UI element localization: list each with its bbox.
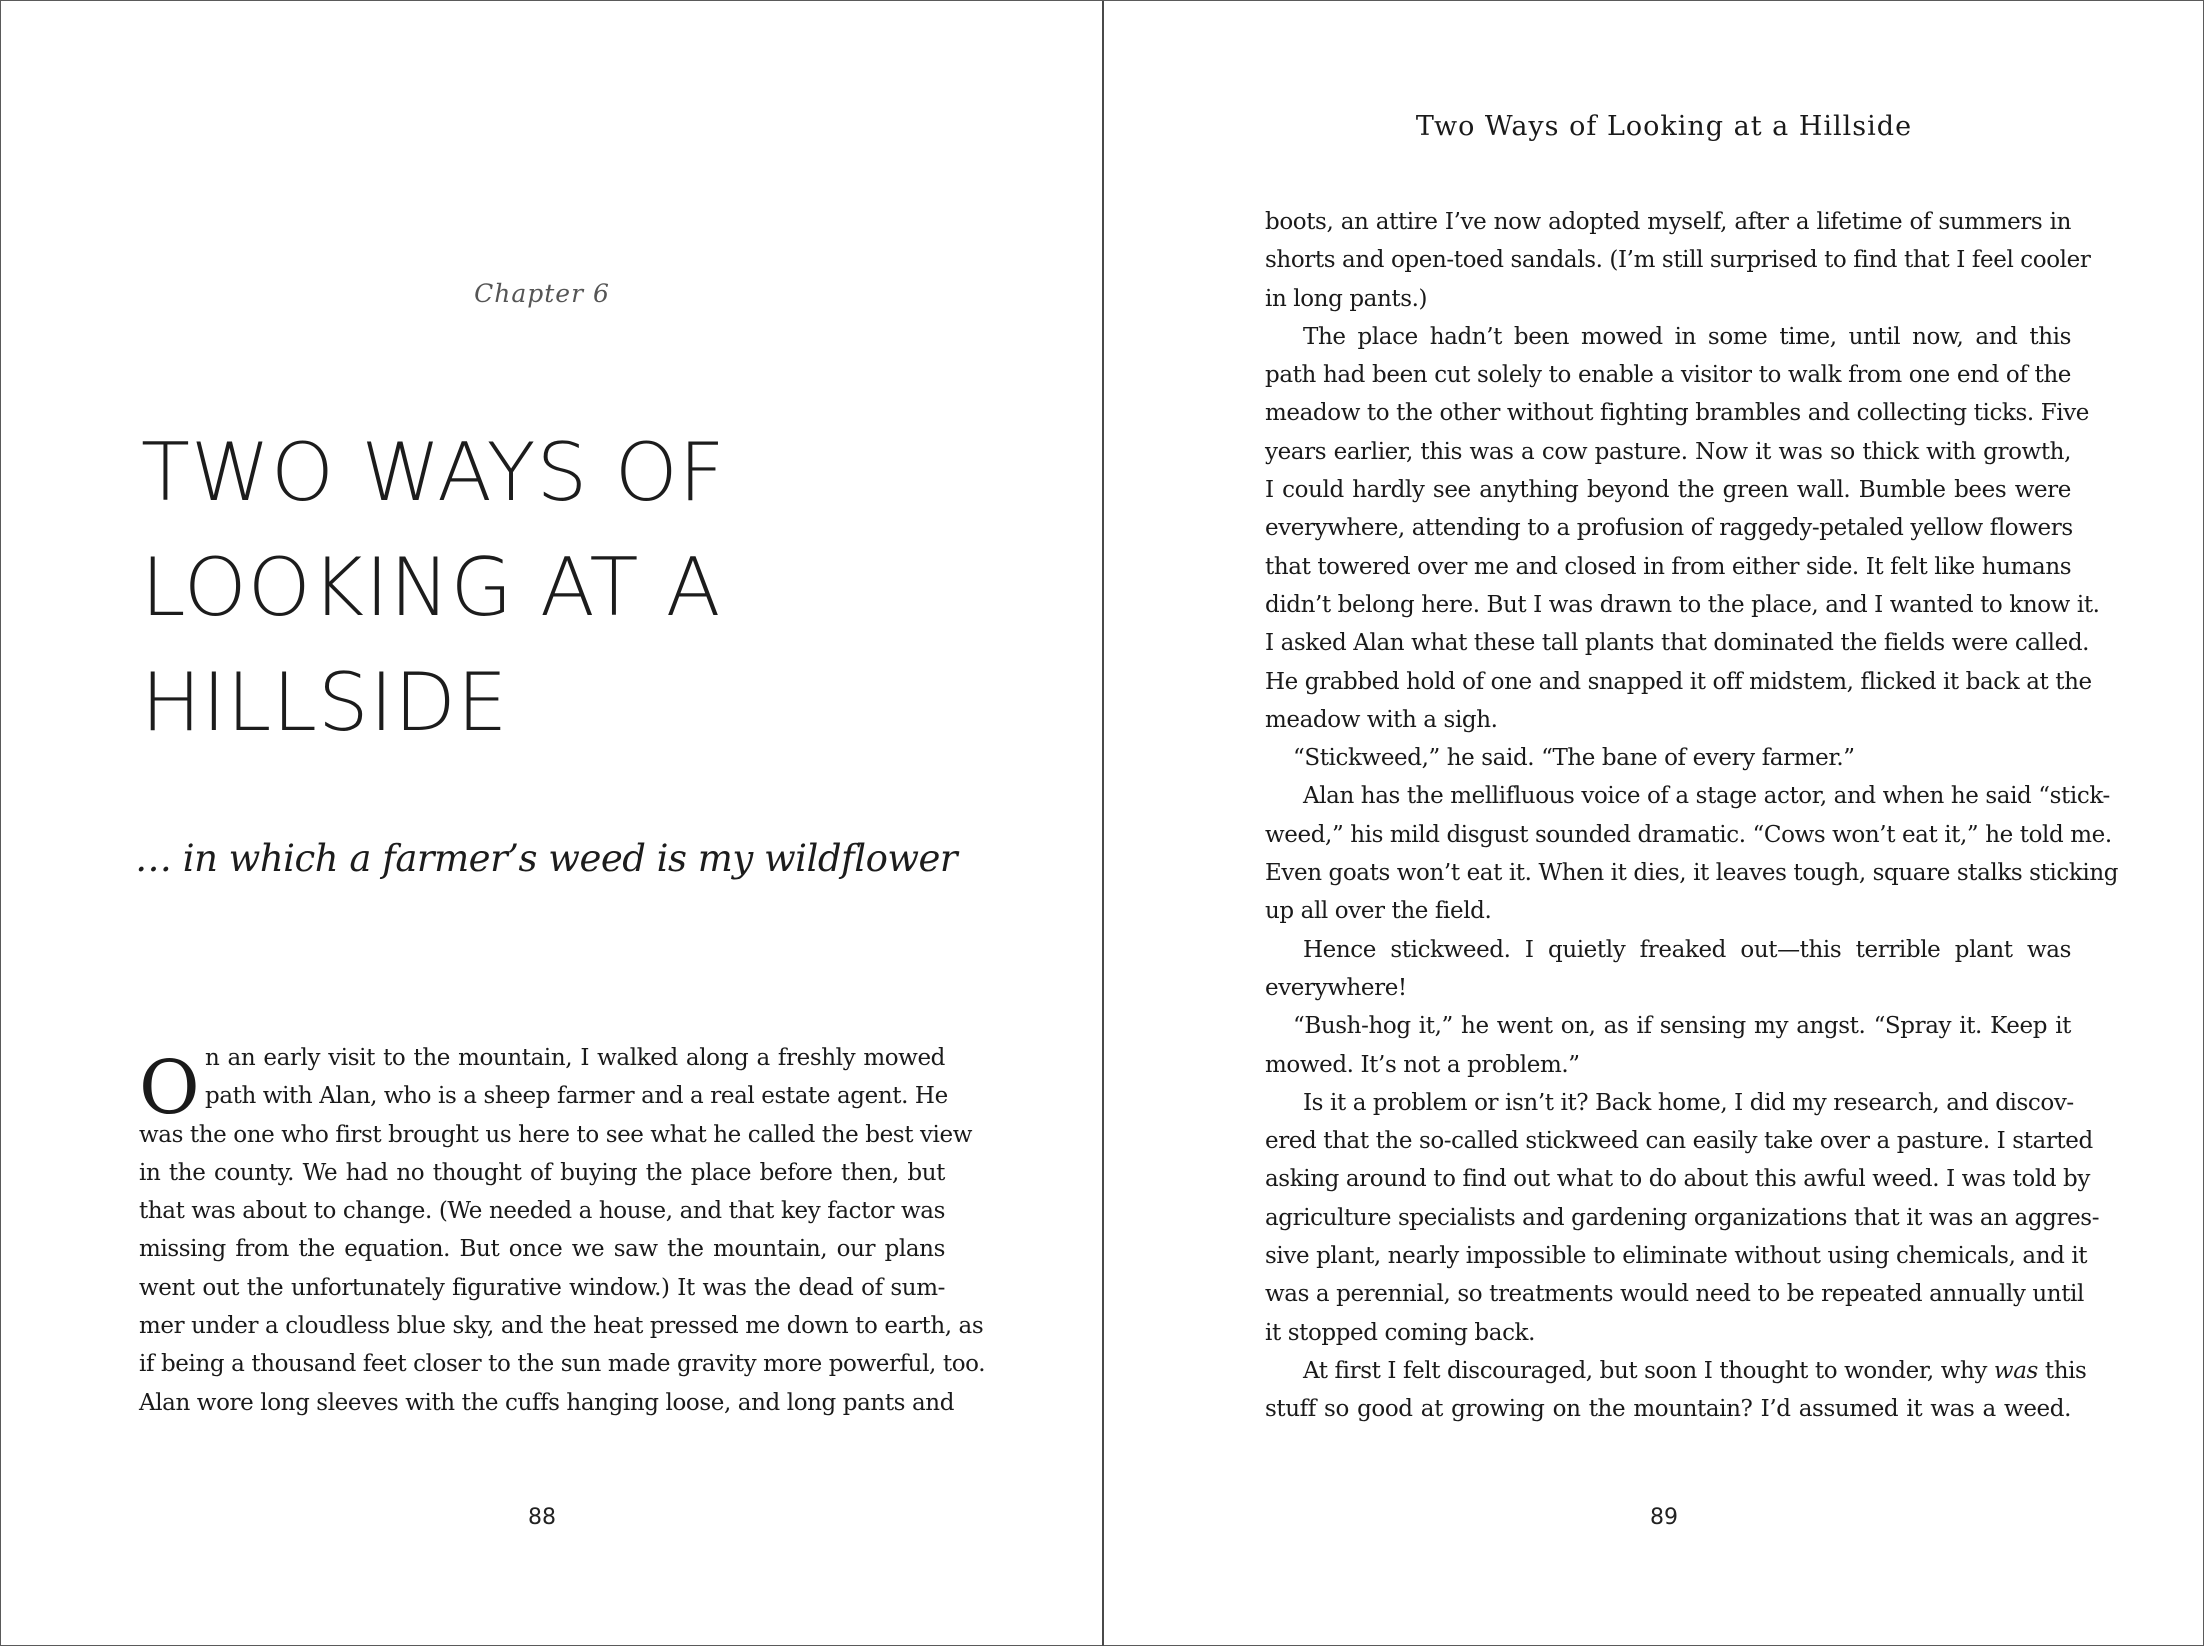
text-line: meadow with a sigh. — [1265, 706, 1498, 733]
text-line: in long pants.) — [1265, 285, 1428, 312]
text-line: if being a thousand feet closer to the sun made gravity more powerful, too. — [139, 1351, 986, 1378]
chapter-label: Chapter 6 — [474, 279, 610, 308]
chapter-title-line: LOOKING AT A — [141, 541, 722, 634]
italic-word: was — [1993, 1357, 2038, 1384]
text-line: weed,” his mild disgust sounded dramatic. “Cows won’t eat it,” he told me. — [1265, 821, 2112, 848]
drop-cap: O — [139, 1045, 200, 1131]
text-fragment: At first I felt discouraged, but soon I thought to wonder, why — [1303, 1357, 1994, 1384]
text-line: The place hadn’t been mowed in some time, until now, and this — [1303, 323, 2071, 350]
page-gutter — [1102, 1, 1104, 1646]
text-line: n an early visit to the mountain, I walked along a freshly mowed — [205, 1045, 945, 1071]
chapter-title-line: TWO WAYS OF — [141, 426, 726, 519]
text-line: Hence stickweed. I quietly freaked out—this terrible plant was — [1303, 936, 2071, 963]
text-line: that towered over me and closed in from either side. It felt like humans — [1265, 553, 2072, 580]
text-line: agriculture specialists and gardening organizations that it was an aggres- — [1265, 1204, 2100, 1231]
text-fragment: this — [2037, 1357, 2087, 1384]
text-line: shorts and open-toed sandals. (I’m still surprised to find that I feel cooler — [1265, 247, 2091, 274]
text-line: in the county. We had no thought of buying the place before then, but — [139, 1159, 945, 1186]
right-body-text — [1265, 203, 2119, 1429]
text-line: went out the unfortunately figurative window.) It was the dead of sum- — [139, 1274, 945, 1301]
text-line: mer under a cloudless blue sky, and the heat pressed me down to earth, as — [139, 1313, 984, 1340]
text-line: it stopped coming back. — [1265, 1319, 1536, 1346]
text-line: Even goats won’t eat it. When it dies, it leaves tough, square stalks sticking — [1265, 860, 2119, 887]
text-line: I could hardly see anything beyond the green wall. Bumble bees were — [1265, 477, 2071, 504]
text-line: sive plant, nearly impossible to eliminate without using chemicals, and it — [1265, 1243, 2088, 1270]
text-line: years earlier, this was a cow pasture. Now it was so thick with growth, — [1265, 438, 2071, 465]
text-line: was a perennial, so treatments would need to be repeated annually until — [1265, 1281, 2084, 1308]
text-line: mowed. It’s not a problem.” — [1265, 1051, 1580, 1078]
text-line: was the one who first brought us here to see what he called the best view — [139, 1121, 972, 1148]
text-line: that was about to change. (We needed a house, and that key factor was — [139, 1198, 945, 1225]
text-line: path had been cut solely to enable a visitor to walk from one end of the — [1265, 362, 2071, 389]
text-line: stuff so good at growing on the mountain? I’d assumed it was a weed. — [1265, 1396, 2071, 1423]
text-line: everywhere, attending to a profusion of raggedy-petaled yellow flowers — [1265, 515, 2073, 542]
running-head: Two Ways of Looking at a Hillside — [1415, 111, 1913, 142]
chapter-subtitle: … in which a farmer’s weed is my wildflower — [135, 837, 958, 880]
left-page — [1, 1, 1102, 1646]
text-line: boots, an attire I’ve now adopted myself, after a lifetime of summers in — [1265, 209, 2071, 235]
text-line: I asked Alan what these tall plants that dominated the fields were called. — [1265, 630, 2090, 657]
text-line: “Stickweed,” he said. “The bane of every farmer.” — [1293, 745, 1855, 772]
text-line: He grabbed hold of one and snapped it off midstem, flicked it back at the — [1265, 668, 2092, 695]
text-line: everywhere! — [1265, 974, 1407, 1001]
text-line: meadow to the other without fighting brambles and collecting ticks. Five — [1265, 400, 2090, 427]
text-line — [1265, 1352, 2087, 1390]
text-line: Alan has the mellifluous voice of a stage actor, and when he said “stick- — [1303, 783, 2110, 810]
chapter-title — [141, 415, 961, 760]
page-number-left: 88 — [528, 1505, 556, 1530]
page-number-right: 89 — [1650, 1505, 1678, 1530]
left-body-text — [139, 1039, 986, 1422]
text-line: didn’t belong here. But I was drawn to the place, and I wanted to know it. — [1265, 591, 2100, 618]
text-line: Alan wore long sleeves with the cuffs hanging loose, and long pants and — [139, 1389, 955, 1416]
chapter-title-line: HILLSIDE — [141, 656, 509, 749]
text-line: ered that the so-called stickweed can easily take over a pasture. I started — [1265, 1128, 2093, 1155]
text-line: path with Alan, who is a sheep farmer and a real estate agent. He — [205, 1083, 948, 1110]
text-line: Is it a problem or isn’t it? Back home, I did my research, and discov- — [1303, 1089, 2074, 1116]
text-line: “Bush-hog it,” he went on, as if sensing my angst. “Spray it. Keep it — [1293, 1013, 2071, 1040]
text-line: missing from the equation. But once we saw the mountain, our plans — [139, 1236, 945, 1263]
text-line: asking around to find out what to do about this awful weed. I was told by — [1265, 1166, 2090, 1193]
text-line: up all over the field. — [1265, 898, 1492, 925]
